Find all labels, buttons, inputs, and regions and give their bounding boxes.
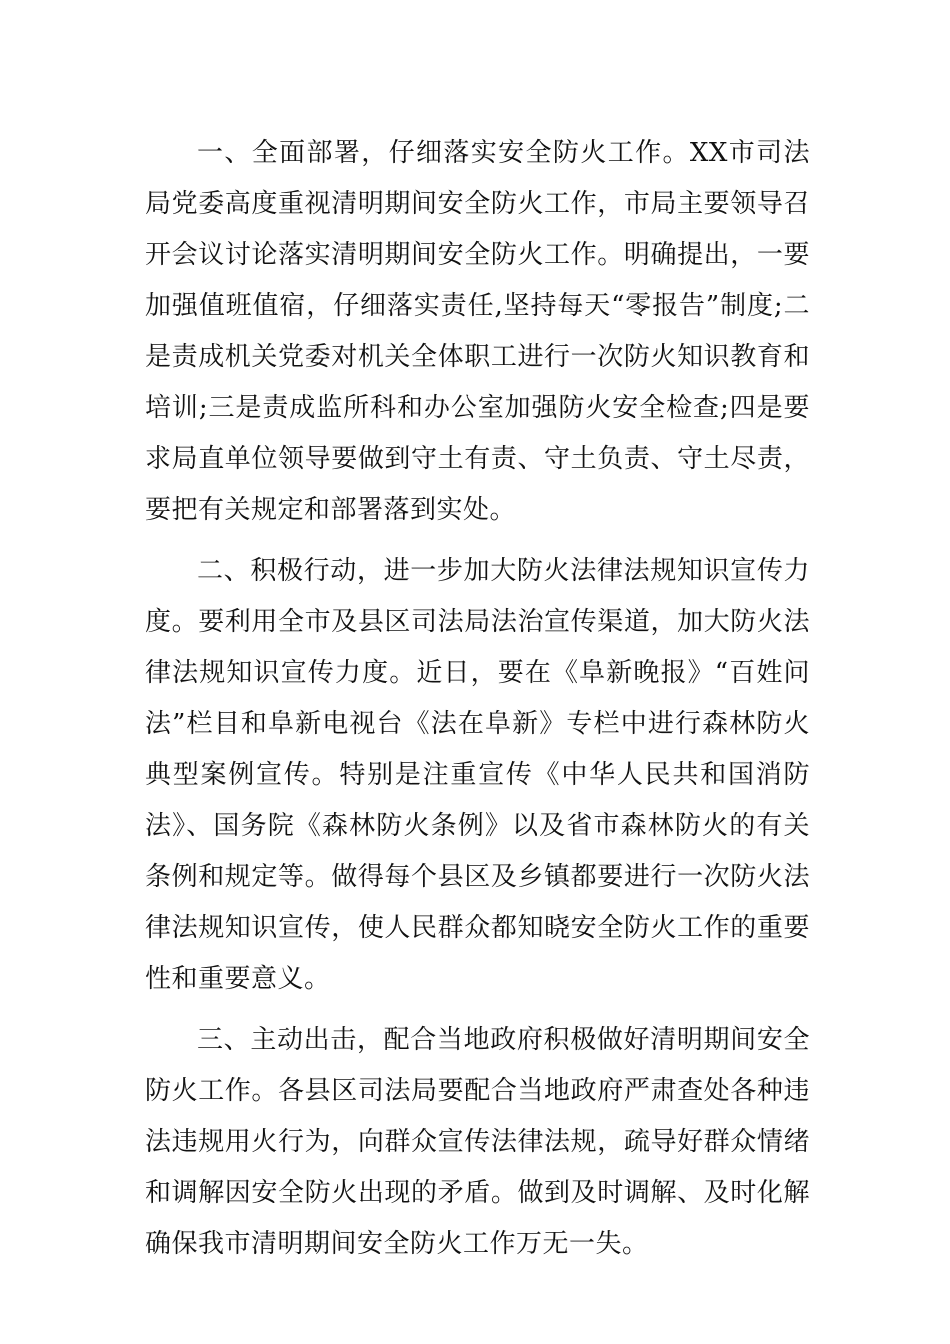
- paragraph-3: 三、主动出击，配合当地政府积极做好清明期间安全防火工作。各县区司法局要配合当地政府严肃查处各种违法违规用火行为，向群众宣传法律法规，疏导好群众情绪和调解因安全防火出现的矛盾。做到及时调解、及时化解确保我市清明期间安全防火工作万无一失。: [145, 1025, 810, 1259]
- document-body: [145, 128, 810, 1280]
- paragraph-2: 二、积极行动，进一步加大防火法律法规知识宣传力度。要利用全市及县区司法局法治宣传渠道，加大防火法律法规知识宣传力度。近日，要在《阜新晚报》“百姓问法”栏目和阜新电视台《法在阜新》专栏中进行森林防火典型案例宣传。特别是注重宣传《中华人民共和国消防法》、国务院《森林防火条例》以及省市森林防火的有关条例和规定等。做得每个县区及乡镇都要进行一次防火法律法规知识宣传，使人民群众都知晓安全防火工作的重要性和重要意义。: [145, 556, 810, 994]
- paragraph-1: 一、全面部署，仔细落实安全防火工作。XX市司法局党委高度重视清明期间安全防火工作，市局主要领导召开会议讨论落实清明期间安全防火工作。明确提出，一要加强值班值宿，仔细落实责任,坚持每天“零报告”制度;二是责成机关党委对机关全体职工进行一次防火知识教育和培训;三是责成监所科和办公室加强防火安全检查;四是要求局直单位领导要做到守土有责、守土负责、守土尽责，要把有关规定和部署落到实处。: [145, 138, 810, 525]
